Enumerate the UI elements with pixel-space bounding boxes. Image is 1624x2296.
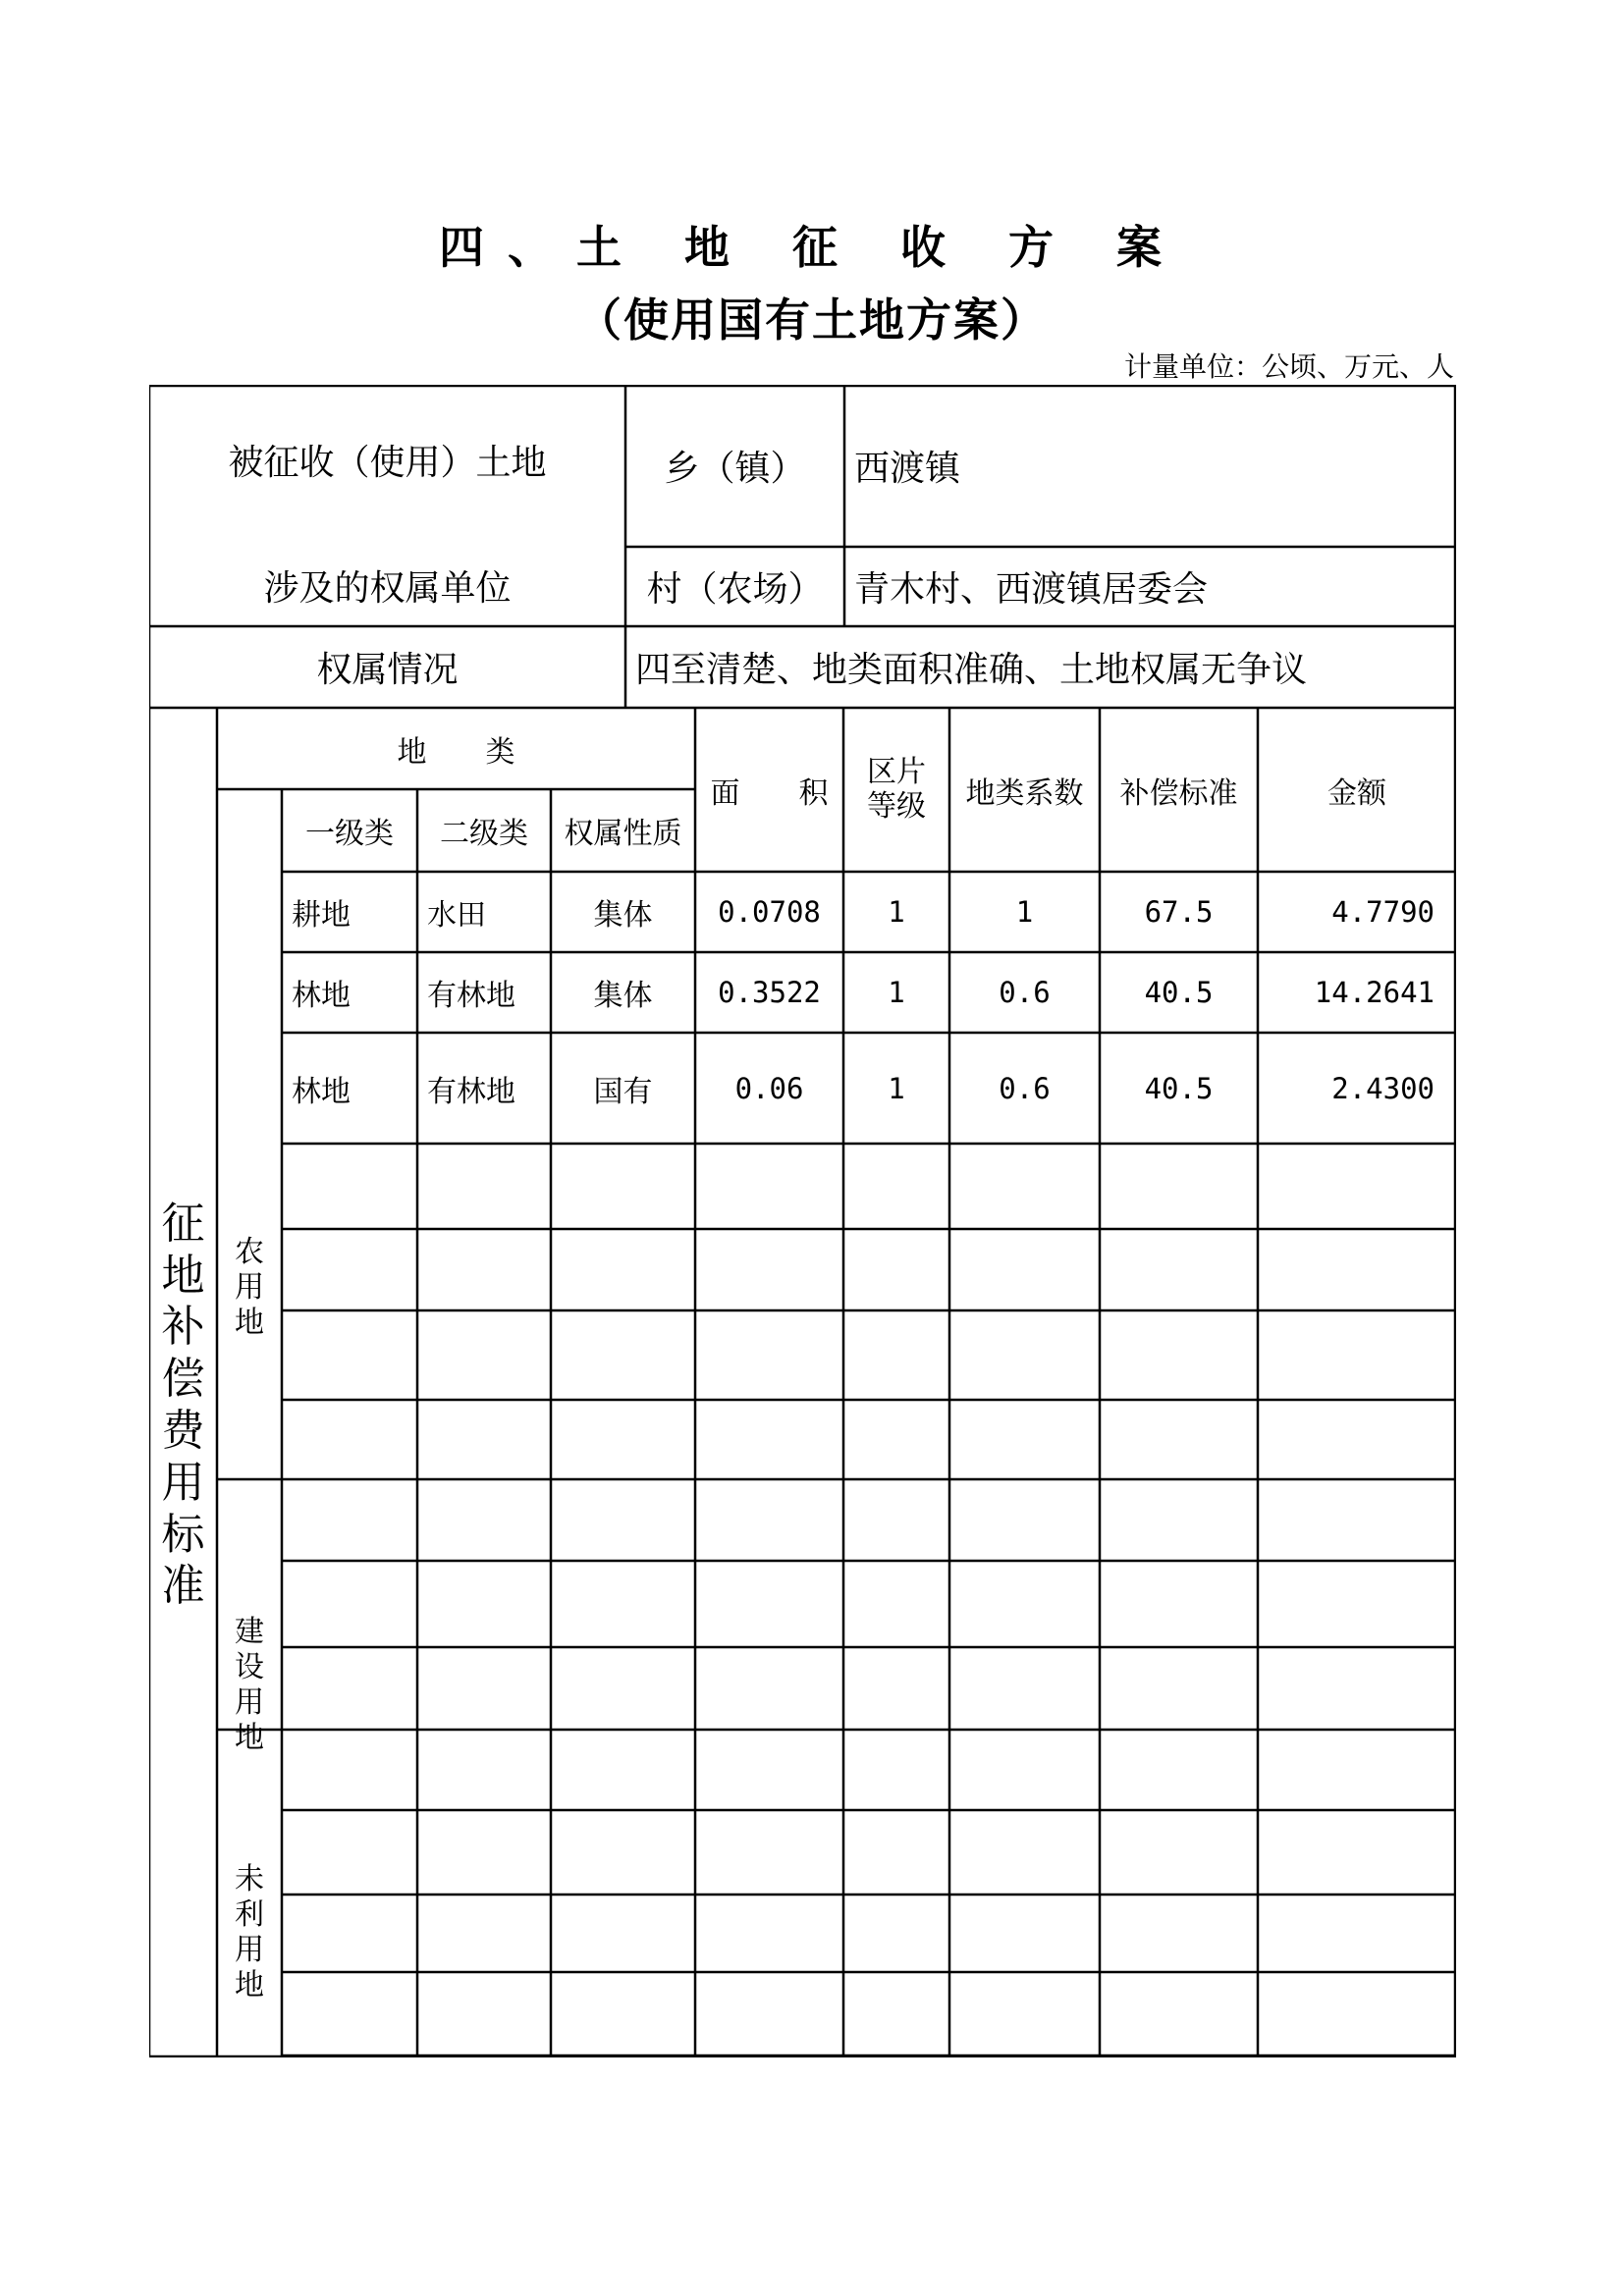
- ownership-status-label: 权属情况: [316, 650, 459, 690]
- cell-level2: 水田: [427, 898, 486, 933]
- cell-grade: 1: [888, 976, 905, 1009]
- cell-standard: 40.5: [1144, 976, 1214, 1009]
- cell-area: 0.3522: [718, 976, 821, 1009]
- land-type-header: 地 类: [397, 734, 515, 770]
- level1-header: 一级类: [305, 817, 394, 851]
- cell-standard: 40.5: [1144, 1071, 1214, 1105]
- affected-land-label-line1: 被征收（使用）土地: [228, 442, 547, 483]
- cell-area: 0.0708: [718, 895, 821, 929]
- cell-grade: 1: [888, 895, 905, 929]
- document-title: 四、土 地 征 收 方 案: [438, 221, 1186, 274]
- standard-header: 补偿标准: [1119, 775, 1238, 811]
- cell-level1: 林地: [292, 1074, 351, 1109]
- document-subtitle: （使用国有土地方案）: [576, 294, 1048, 347]
- construction-land-label: 建 设 用 地: [235, 1615, 264, 1755]
- cell-ownership: 国有: [593, 1074, 653, 1109]
- cell-amount: 4.7790: [1331, 895, 1435, 929]
- affected-land-label-line2: 涉及的权属单位: [263, 567, 512, 609]
- zone-grade-header: 区片等级: [867, 755, 926, 824]
- cell-level2: 有林地: [427, 1074, 515, 1109]
- cell-coef: 0.6: [999, 1071, 1051, 1105]
- township-value: 西渡镇: [854, 449, 961, 489]
- coefficient-header: 地类系数: [965, 775, 1084, 811]
- cell-ownership: 集体: [593, 898, 653, 933]
- cell-level1: 林地: [292, 979, 351, 1013]
- ownership-status-value: 四至清楚、地类面积准确、土地权属无争议: [635, 650, 1308, 690]
- amount-header: 金额: [1327, 775, 1386, 811]
- land-acquisition-table: [149, 385, 1456, 2057]
- cell-amount: 2.4300: [1331, 1071, 1435, 1105]
- village-label: 村（农场）: [646, 569, 824, 610]
- level2-header: 二级类: [440, 817, 528, 851]
- area-header: 面 积: [710, 775, 829, 811]
- agricultural-land-label: 农 用 地: [235, 1235, 264, 1340]
- cell-level1: 耕地: [292, 898, 351, 933]
- village-value: 青木村、西渡镇居委会: [854, 569, 1209, 610]
- ownership-header: 权属性质: [564, 817, 682, 851]
- cell-area: 0.06: [734, 1071, 804, 1105]
- cell-grade: 1: [888, 1071, 905, 1105]
- cell-coef: 0.6: [999, 976, 1051, 1009]
- cell-amount: 14.2641: [1314, 976, 1435, 1009]
- cell-coef: 1: [1015, 895, 1034, 929]
- township-label: 乡（镇）: [664, 449, 806, 489]
- compensation-standard-section-label: 征 地 补 偿 费 用 标 准: [161, 1198, 205, 1612]
- cell-standard: 67.5: [1144, 895, 1214, 929]
- unit-note: 计量单位：公顷、万元、人: [1123, 350, 1454, 383]
- cell-ownership: 集体: [593, 979, 653, 1013]
- unused-land-label: 未 利 用 地: [235, 1862, 264, 2002]
- cell-level2: 有林地: [427, 979, 515, 1013]
